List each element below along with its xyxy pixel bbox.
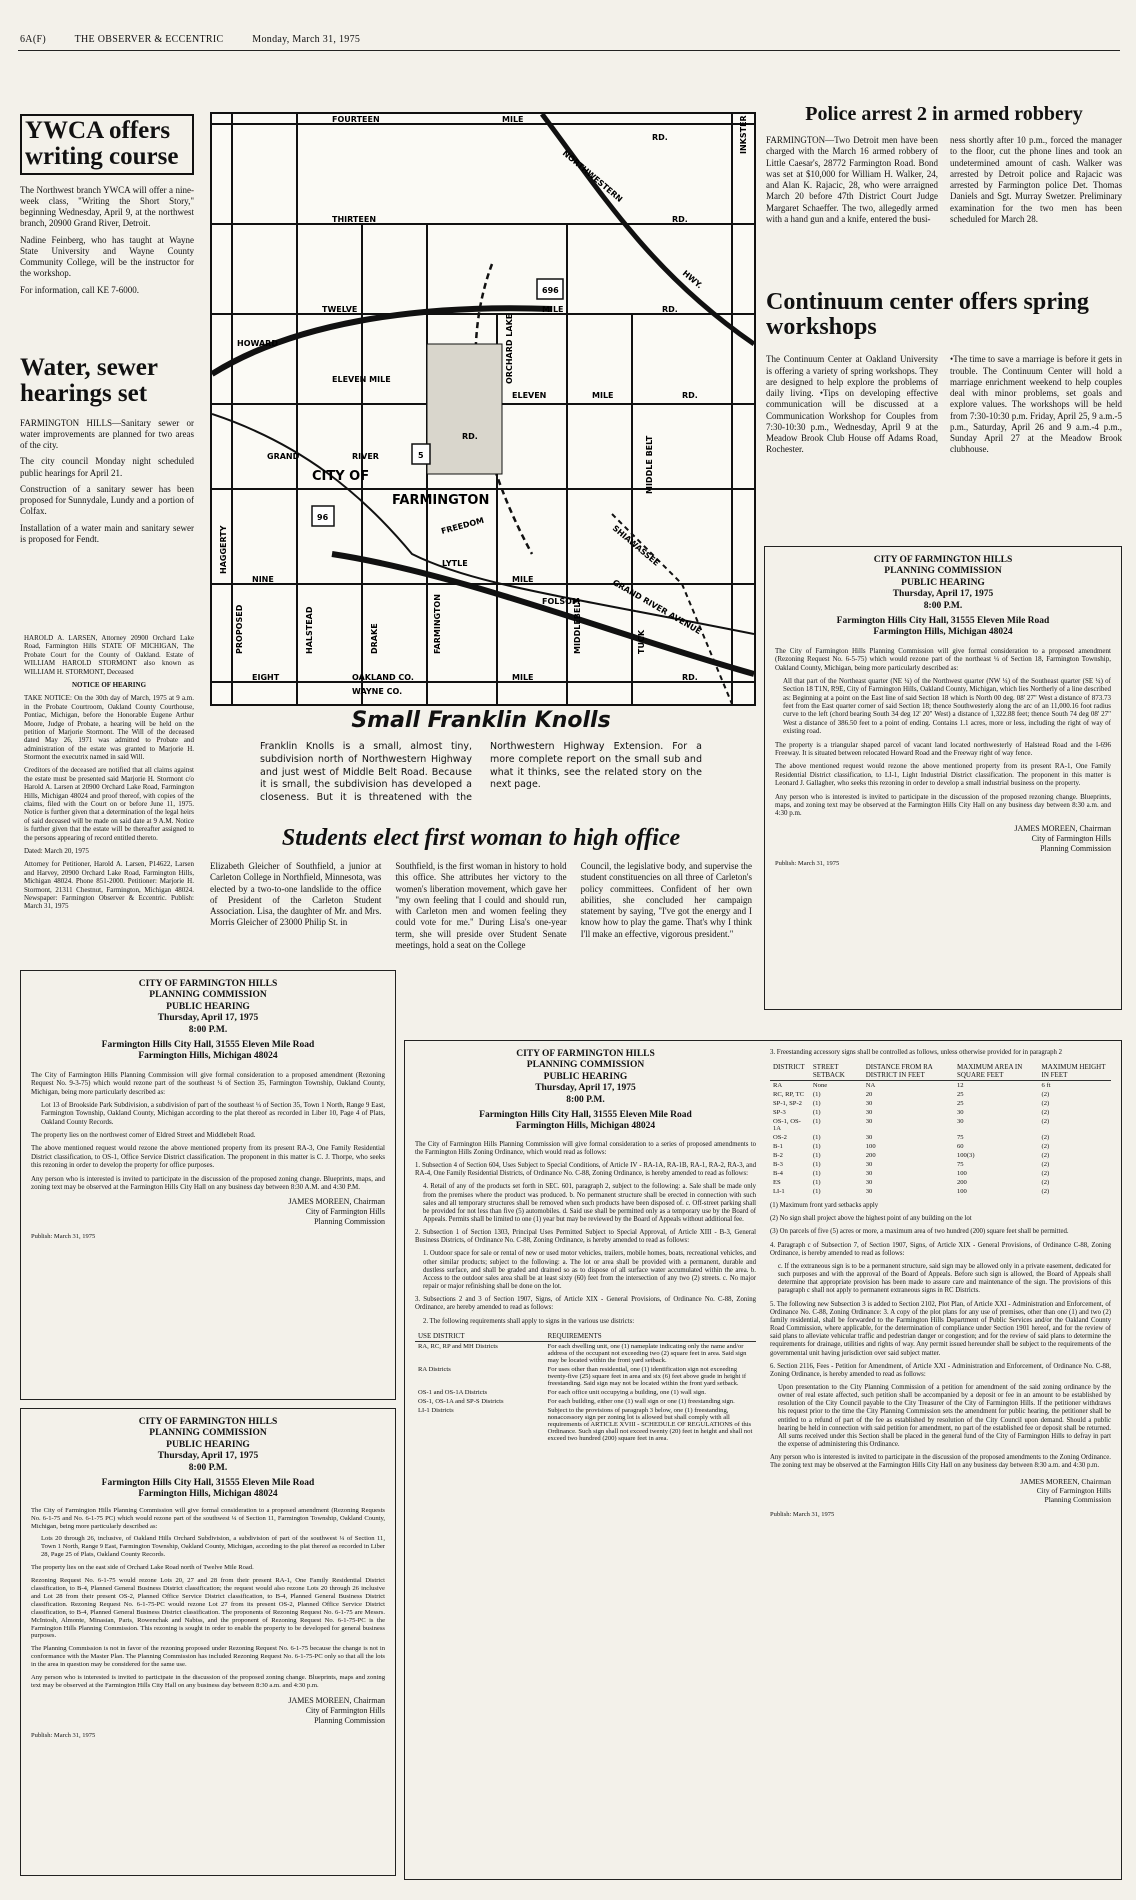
table-cell: 100(3) [956,1152,975,1160]
map-label-18: NINE [252,575,274,584]
table-row [770,1117,1111,1133]
sign-requirements-table [415,1331,756,1443]
map-label-24: RD. [682,673,698,682]
notice-left1-l7: Farmington Hills, Michigan 48024 [138,1051,278,1062]
table-cell: 30 [956,1109,964,1117]
fs-footnote-3: (3) On parcels of five (5) acres or more, a maximum area of two hundred (200) square feet shall be permitted. [770,1228,1069,1236]
notice-right-p1: The City of Farmington Hills Planning Commission will give formal consideration to a proposed amendment (Rezoning Request No. 6-5-75) which would rezone part of the northeast ¼ of Section 18, Farmington Township, Oakland County, Michigan, being more particularly described as: [775,646,1111,672]
notice-big-p2: 1. Subsection 4 of Section 604, Uses Subject to Special Conditions, of Article IV - RA-1A, RA-1B, RA-1, RA-2, RA-3, and RA-4, One Family Residential Districts, of Ordinance No. C-88, Zoning Ordinance, is hereby amended to read as follows: [415,1162,756,1178]
water-p2: The city council Monday night scheduled public hearings for April 21. [20,456,194,478]
ywca-p3: For information, call KE 7-6000. [20,284,139,295]
probate-p1: HAROLD A. LARSEN, Attorney 20900 Orchard Lake Road, Farmington Hills STATE OF MICHIGAN, The Probate Court for the County of Oakland. Estate of WILLIAM HAROLD STORMONT also known as WILLIAM H. STORMONT, Deceased [24,634,194,676]
map-label-19: MILE [512,575,534,584]
table-cell: 20 [865,1091,873,1099]
table-cell: 200 [865,1152,876,1160]
notice-table-p3: 5. The following new Subsection 3 is added to Section 2102, Plot Plan, of Article XXI - Administration and Enforcement, of Ordinance No. C-88, Zoning Ordinance: 3. A copy of the plot plans for any use of premises, other than one (1) and two (2) family residential, shall be forwarded to the Farmington Hills Department of Public Services and/or the Oakland County Road Commission, where applicable, for the determination of compliance under Section 1901 hereof, and for the review of said plans to alleviate vehicular traffic and pedestrian danger or congestion; and for the review of said plans to determine the requirements for drainage, utilities and rights of way. Any permit issued hereunder shall be subject to the requirements of the governmental unit having jurisdiction over said subject matter. [770,1300,1111,1357]
fs-th-distance: DISTANCE FROM RA DISTRICT IN FEET [863,1062,954,1081]
notice-left1-l1: CITY OF FARMINGTON HILLS [138,979,278,989]
notice-big-l6: Farmington Hills City Hall, 31555 Eleven Mile Road [479,1109,692,1120]
map-label-33: ORCHARD LAKE [505,313,514,384]
notice-left1-sig3: Planning Commission [314,1217,385,1227]
probate-dated: Dated: March 20, 1975 [24,846,89,855]
notice-left1-l5: 8:00 P.M. [188,1024,228,1035]
route-96: 96 [317,513,329,522]
table-cell: B-4 [773,1170,783,1178]
fs-th-district: DISTRICT [770,1062,810,1081]
sign-th-district: USE DISTRICT [415,1331,545,1342]
table-cell: (2) [1041,1143,1050,1151]
sign-requirement: Subject to the provisions of paragraph 3 below, one (1) freestanding, nonaccessory sign per zoning lot is allowed but shall comply with all requirements of ARTICLE XVIII - SCHEDULE OF REGULATIONS of this Ordinance. Such sign shall not exceed twenty (20) feet in height and shall not exceed two hundred (200) square feet in area. [547,1406,753,1442]
notice-big-l1: CITY OF FARMINGTON HILLS [516,1049,655,1059]
zoning-col-right [770,1049,1111,1871]
sign-district: RA, RC, RP and MH Districts [418,1342,498,1350]
notice-right-sig2: City of Farmington Hills [1031,833,1111,843]
table-cell: 30 [865,1170,873,1178]
table-row [770,1142,1111,1151]
route-5: 5 [418,451,424,460]
notice-big-p3: 4. Retail of any of the products set forth in SEC. 601, paragraph 2, subject to the following: a. Sale shall be made only from the premises where the product was produced. b. No permanent structure shall be erected in connection with such sales and all temporary structures shall be removed when such products have been disposed of. c. Off-street parking shall be provided for not less than five (5) automobiles. d. Said use shall be permitted only as a temporary use by the Board of Appeals. Permits shall be limited to one (1) year but may be reviewed by the Board of Appeals without additional fee. [423,1183,756,1223]
notice-right-l7: Farmington Hills, Michigan 48024 [873,627,1013,638]
map-label-22: WAYNE CO. [352,687,403,696]
table-cell: 75 [956,1161,964,1169]
table-cell: 30 [865,1134,873,1142]
map-label-14: RIVER [352,452,379,461]
map-label-21: OAKLAND CO. [352,673,414,682]
notice-left1-l6: Farmington Hills City Hall, 31555 Eleven Mile Road [101,1039,315,1050]
water-p3: Construction of a sanitary sewer has been proposed for Sunnydale, Lundy and a portion of Colfax. [20,483,194,517]
paper-name: THE OBSERVER & ECCENTRIC [74,34,224,45]
table-row [770,1081,1111,1091]
notice-left2-publish: Publish: March 31, 1975 [31,1731,96,1739]
table-cell: (2) [1041,1091,1050,1099]
map-label-5: TWELVE [322,305,358,314]
water-headline: Water, sewer hearings set [20,354,158,408]
table-cell: 75 [956,1134,964,1142]
table-cell: (2) [1041,1109,1050,1117]
table-cell: 200 [956,1179,967,1187]
table-cell: (1) [812,1109,821,1117]
table-cell: 30 [865,1188,873,1196]
map-caption-title: Small Franklin Knolls [351,708,611,733]
sign-th-requirements: REQUIREMENTS [545,1331,756,1342]
probate-notice [20,630,198,960]
table-cell: 30 [956,1118,964,1126]
notice-left2-p4: Rezoning Request No. 6-1-75 would rezone Lots 20, 27 and 28 from their present RA-1, One Family Residential District classification, to B-4, Planned General Business District classification; the request would also rezone Lots 20 through 26 inclusive and Lot 28 from their present OS-2, Planned Office Service District classification, to B-4, Planned General Business District classification. Rezoning Request No. 6-1-75-PC would rezone Lot 27 from its present OS-2, Planned Office Service District classification, to B-4, Planned General Business District classification. The proponents of Rezoning Request No. 6-1-75 are Messrs. McIntosh, Almonte, Minasian, Paris, Rowenchak and Nabiss, and the proponent of Rezoning Request No. 6-1-75-PC is the Farmington Hills Planning Commission. This rezoning is sought in order to enable the property to be developed for general business purposes. [31,1577,385,1640]
notice-right-sig3: Planning Commission [1040,843,1111,853]
table-cell: 30 [865,1161,873,1169]
map-label-16: CITY OF [312,469,370,484]
table-row [770,1151,1111,1160]
table-cell: B-3 [773,1161,783,1169]
table-cell: (2) [1041,1118,1050,1126]
notice-left1-l4: Thursday, April 17, 1975 [157,1013,259,1024]
masthead-rule [18,50,1120,51]
table-cell: (1) [812,1179,821,1187]
notice-left1 [20,970,396,1400]
notice-left2-l4: Thursday, April 17, 1975 [157,1451,259,1462]
map-label-0: FOURTEEN [332,115,380,124]
table-row [415,1397,756,1406]
notice-big-sig1: JAMES MOREEN, Chairman [1020,1476,1111,1486]
water-p4: Installation of a water main and sanitary sewer is proposed for Fendt. [20,522,194,544]
map-label-3: THIRTEEN [332,215,377,224]
students-col1: Elizabeth Gleicher of Southfield, a junior at Carleton College in Northfield, Minnesota, was elected by a two-to-one landslide to the office of President of the Carleton Student Association. Lisa, the daughter of Mr. and Mrs. Morris Gleicher of 23000 Philip St. in [210,861,382,928]
notice-big-l4: Thursday, April 17, 1975 [535,1083,636,1094]
police-headline: Police arrest 2 in armed robbery [805,103,1083,125]
table-row [770,1099,1111,1108]
police-article [766,104,1122,225]
page-number: 6A(F) [20,34,46,45]
police-col1: FARMINGTON—Two Detroit men have been charged with the March 16 armed robbery of Little Caesar's, 28772 Farmington Road. Bond was set at $10,000 for William H. Walker, 24, and Alan K. Rajacic, 28, who were arraigned March 20 before 47th District Court Judge Margaret Schaeffer. The two, allegedly armed with a hand gun and a knife, entered the busi- [766,135,938,224]
table-cell: 30 [865,1118,873,1126]
table-cell: (1) [812,1170,821,1178]
table-row [770,1178,1111,1187]
table-row [415,1341,756,1365]
table-cell: 100 [956,1170,967,1178]
notice-right-p5: Any person who is interested is invited to participate in the discussion of the proposed rezoning change. Blueprints, maps, and zoning text may be observed at the Farmington Hills City Hall on any business day between 8:30 a.m. and 4:30 p.m. [775,792,1111,818]
table-cell: 6 ft [1041,1082,1051,1090]
map-label-20: EIGHT [252,673,280,682]
table-cell: SP-1, SP-2 [773,1100,802,1108]
notice-left2 [20,1408,396,1876]
table-cell: OS-2 [773,1134,787,1142]
table-cell: None [812,1082,828,1090]
probate-p4: Attorney for Petitioner, Harold A. Larsen, P14622, Larsen and Harvey, 20900 Orchard Lake Road, Farmington Hills, Michigan 48024. Phone 851-2000. Petitioner: Marjorie H. Stormont, 21311 Chestnut, Farmington, Michigan 48024. Newspaper: Farmington Observer & Eccentric. Publish: March 31, 1975 [24,860,194,911]
map-label-8: HOWARD [237,339,278,348]
notice-big-p6: 3. Subsections 2 and 3 of Section 1907, Signs, of Article XIX - General Provisions, of Ordinance No. C-88, Zoning Ordinance, are hereby amended to read as follows: [415,1296,756,1312]
continuum-article [766,290,1122,456]
notice-left1-sig2: City of Farmington Hills [305,1207,385,1217]
table-cell: NA [865,1082,876,1090]
map-svg [212,114,754,704]
notice-table-p6: Any person who is interested is invited to participate in the discussion of the proposed amendments to the Zoning Ordinance. The zoning text may be observed at the Farmington Hills City Hall on any business day between 8:30 a.m. and 4:30 p.m. [770,1454,1111,1470]
franklin-knolls-map [210,112,756,706]
sign-district: OS-1 and OS-1A Districts [418,1388,488,1396]
students-col3: Council, the legislative body, and supervise the student constituencies on all three of Carleton's policy committees. Confident of her own abilities, she concluded her campaign statement by saying, "I've got the energy and I know how to play the game. That's why I think I'll make an effective, vigorous president." [580,861,752,939]
table-cell: RA [773,1082,783,1090]
table-cell: 30 [865,1100,873,1108]
fs-th-setback: STREET SETBACK [810,1062,863,1081]
probate-p2: TAKE NOTICE: On the 30th day of March, 1975 at 9 a.m. in the Probate Courtroom, Oakland County Courthouse, Pontiac, Michigan, before the Honorable Eugene Arthur Moore, Judge of Probate, a hearing will be held on the petition of Marjorie Stormont. The Will of the deceased dated May 26, 1971 was admitted to Probate and administration of the estate was granted to Marjorie H. Stormont the executrix named in said Will. [24,694,194,762]
table-cell: (2) [1041,1161,1050,1169]
table-cell: (2) [1041,1170,1050,1178]
notice-left2-l2: PLANNING COMMISSION [149,1428,267,1439]
map-label-11: MILE [592,391,614,400]
notice-left1-publish: Publish: March 31, 1975 [31,1233,96,1241]
continuum-col1: The Continuum Center at Oakland University is offering a variety of spring workshops. They are designed to help explore the problems of daily living. •Tips on developing effective communication will be discussed at a Communication Workshop for Couples from 7:30-10:30 p.m., Wednesday, April 9 at the Meadow Brook Club House off Adams Road, Rochester. [766,354,938,455]
map-label-9: ELEVEN MILE [332,375,391,384]
notice-left1-p4: The above mentioned request would rezone the above mentioned property from its present RA-3, One Family Residential District classification, to OS-1, Office Service District classification. The proponent in this matter is C. J. Thorpe, who seeks this rezoning in order to develop the property for office purposes. [31,1144,385,1170]
table-row [770,1133,1111,1142]
map-label-15: RD. [462,432,478,441]
notice-table-p2: c. If the extraneous sign is to be a permanent structure, said sign may be allowed only in a private easement, dedicated for such purposes and with the approval of the Board of Appeals. Before such sign is allowed, the Board of Appeals shall determine that appropriate provision has been made to assure care and maintenance of the sign. The provisions of this paragraph c shall not apply to permanent extraneous signs in RC Districts. [778,1262,1111,1295]
map-caption [210,708,752,805]
table-cell: (2) [1041,1152,1050,1160]
notice-table-p1: 4. Paragraph c of Subsection 7, of Section 1907, Signs, of Article XIX - General Provisions, of Ordinance C-88, Zoning Ordinance, is hereby amended to read as follows: [770,1241,1111,1257]
table-cell: 100 [956,1188,967,1196]
issue-date: Monday, March 31, 1975 [252,34,361,45]
notice-right-publish: Publish: March 31, 1975 [775,859,840,867]
continuum-headline: Continuum center offers spring workshops [766,289,1089,341]
notice-big-l5: 8:00 P.M. [566,1094,605,1105]
table-cell: (1) [812,1118,821,1126]
notice-left2-p6: Any person who is interested is invited to participate in the discussion of the proposed zoning change. Blueprints, maps and zoning text may be observed at the Farmington Hills City Hall on any business day between 8:30 a.m. and 4:30 p.m. [31,1674,385,1689]
map-label-26: HWY. [680,268,705,291]
table-cell: B-2 [773,1152,783,1160]
notice-big-p7: 2. The following requirements shall apply to signs in the various use districts: [423,1317,635,1325]
notice-left2-p3: The property lies on the east side of Orchard Lake Road north of Twelve Mile Road. [31,1564,254,1572]
notice-left1-l3: PUBLIC HEARING [166,1001,250,1012]
table-cell: (2) [1041,1134,1050,1142]
table-cell: (2) [1041,1100,1050,1108]
table-cell: 25 [956,1091,964,1099]
table-row [770,1108,1111,1117]
table-cell: 30 [865,1179,873,1187]
route-696: 696 [542,286,559,295]
freestanding-sign-table [770,1062,1111,1196]
continuum-col2: •The time to save a marriage is before it gets in trouble. The Continuum Center will hold a marriage enrichment weekend to help couples deal with minor problems, set goals and explore values. The workshops will be held from 7:30-10:30 p.m. Friday, April 25, 9 a.m.-5 p.m., Saturday, April 26 and 9 a.m.-4 p.m., Sunday April 27 at the Meadow Brook clubhouse. [950,354,1122,455]
notice-right [764,546,1122,1010]
students-col2: Southfield, is the first woman in history to hold this office. She attributes her victory to the women's liberation movement, which gave her "my own feeling that I could and should run, with Carleton men and women feeling they could vote for me." During Lisa's one-year term, she will preside over Student Senate meetings, hold a seat on the College [395,861,567,950]
zoning-col-left [415,1049,756,1871]
notice-right-l3: PUBLIC HEARING [901,577,985,588]
map-label-36: GRAND RIVER AVENUE [611,577,703,637]
table-cell: LI-1 [773,1188,785,1196]
map-label-35: TUCK [637,629,646,654]
notice-right-l6: Farmington Hills City Hall, 31555 Eleven Mile Road [836,615,1050,626]
map-label-27: INKSTER [739,115,748,154]
notice-big-l2: PLANNING COMMISSION [526,1060,645,1071]
map-label-23: MILE [512,673,534,682]
map-label-34: MIDDLEBELT [573,598,582,654]
table-row [415,1365,756,1388]
table-cell: (1) [812,1134,821,1142]
notice-big-p5: 1. Outdoor space for sale or rental of new or used motor vehicles, trailers, mobile homes, boats, recreational vehicles, and other similar products; subject to the following: a. The lot or area shall be provided with a permanent, durable and dustless surface, and shall be graded and drained so as to dispose of all surface water accumulated within the area. b. Access to the outdoor sales area shall be at least sixty (60) feet from the intersection of any two (2) streets. c. No major repair or major refinishing shall be done on the lot. [423,1250,756,1291]
notice-right-sig1: JAMES MOREEN, Chairman [1014,823,1111,833]
table-cell: (2) [1041,1188,1050,1196]
table-row [770,1187,1111,1196]
students-article [210,826,752,951]
notice-left1-sig1: JAMES MOREEN, Chairman [288,1197,385,1207]
table-cell: (1) [812,1091,821,1099]
table-cell: (1) [812,1152,821,1160]
table-row [415,1406,756,1443]
table-row [770,1169,1111,1178]
table-cell: (2) [1041,1179,1050,1187]
table-cell: (1) [812,1161,821,1169]
map-label-12: RD. [682,391,698,400]
notice-right-p4: The above mentioned request would rezone the above mentioned property from its present RA-1, One Family Residential District classification, to LI-1, Light Industrial District classification. The proponent in this matter is Leonard J. Gallagher, who seeks this rezoning in order to develop a small industrial business on the property. [775,762,1111,788]
table-cell: 30 [865,1109,873,1117]
notice-big-p4: 2. Subsection 1 of Section 1303, Principal Uses Permitted Subject to Special Approval, of Article XIII - B-3, General Business Districts, of Ordinance No. C-88, Zoning Ordinance, is hereby amended to read as follows: [415,1229,756,1245]
notice-left1-l2: PLANNING COMMISSION [149,990,267,1001]
fs-th-height: MAXIMUM HEIGHT IN FEET [1039,1062,1111,1081]
map-label-39: FOLSOM [542,597,580,606]
ywca-p2: Nadine Feinberg, who has taught at Wayne State University and Wayne County Community College, will be the instructor for the workshop. [20,234,194,279]
map-label-38: SHIAWASSEE [610,523,661,568]
notice-left1-p5: Any person who is interested is invited to participate in the discussion of the proposed zoning change. Blueprints, maps, and zoning text may be observed at the Farmington Hills City Hall on any business day between 8:30 A.M. and 4:30 P.M. [31,1174,385,1192]
masthead [20,34,386,45]
map-label-6: MILE [542,305,564,314]
map-label-32: FARMINGTON [433,594,442,654]
notice-right-l2: PLANNING COMMISSION [884,566,1002,577]
notice-big-l3: PUBLIC HEARING [543,1071,628,1082]
fs-th-area: MAXIMUM AREA IN SQUARE FEET [954,1062,1039,1081]
map-caption-text: Franklin Knolls is a small, almost tiny, subdivision north of Northwestern Highway and just west of Middle Belt Road. Because it is small, the subdivision has developed a closeness. But it is threatened with the Northwestern Highway Extension. For a more complete report on the small sub and what it thinks, see the related story on the next page. [260,741,702,804]
notice-left2-p5: The Planning Commission is not in favor of the rezoning proposed under Rezoning Request No. 6-1-75 because the change is not in conformance with the Master Plan. The Planning Commission has included Rezoning Request No. 6-1-75-PC only so that all the lots in the area in question may be considered for the same use. [31,1645,385,1669]
map-label-31: DRAKE [370,623,379,654]
table-cell: (1) [812,1100,821,1108]
notice-left1-p1: The City of Farmington Hills Planning Commission will give formal consideration to a proposed amendment (Rezoning Request No. 9-3-75) which would rezone part of the southeast ¼ of Section 35, Farmington Township, Oakland County, Michigan, being more particularly described as: [31,1070,385,1096]
table-cell: SP-3 [773,1109,786,1117]
notice-right-p3: The property is a triangular shaped parcel of vacant land located northwesterly of Halstead Road and the I-696 Freeway. It is situated between relocated Howard Road and the Freeway right of way fence. [775,740,1111,758]
table-cell: 60 [956,1143,964,1151]
table-row [770,1090,1111,1099]
map-label-41: LYTLE [442,559,468,568]
notice-left2-sig2: City of Farmington Hills [305,1705,385,1715]
map-label-25: NORTHWESTERN [560,148,625,204]
notice-big-publish: Publish: March 31, 1975 [770,1510,835,1518]
map-label-7: RD. [662,305,678,314]
map-label-37: FREEDOM [440,515,485,536]
fs-footnote-1: (1) Maximum front yard setbacks apply [770,1202,879,1210]
notice-big-l7: Farmington Hills, Michigan 48024 [515,1121,656,1132]
map-label-17: FARMINGTON [392,493,490,508]
table-row [415,1388,756,1397]
sign-district: RA Districts [418,1365,451,1373]
notice-left2-p2: Lots 20 through 26, inclusive, of Oakland Hills Orchard Subdivision, a subdivision of part of the southwest ¼ of Section 11, Town 1 North, Range 9 East, Farmington Township, Oakland County, Michigan, according to the plat thereof as recorded in Liber 28, Page 25 of Plats, Oakland County Records. [41,1535,385,1559]
table-cell: ES [773,1179,781,1187]
notice-left2-l3: PUBLIC HEARING [166,1439,250,1450]
notice-left2-sig1: JAMES MOREEN, Chairman [288,1695,385,1705]
sign-requirement: For uses other than residential, one (1) identification sign not exceeding twenty-five (25) square feet in area and six (6) feet above grade in height if freestanding. Said sign may not be located within the front yard setback. [547,1365,747,1387]
table-cell: (1) [812,1188,821,1196]
police-col2: ness shortly after 10 p.m., forced the manager to the floor, cut the phone lines and took an undetermined amount of cash. Walker was arrested by Detroit police and Rajacic was arrested by Farmington police Det. Thomas Daniels and Sgt. Murray Swetzer. Preliminary examination for the two men has been scheduled for March 28. [950,135,1122,224]
table-cell: 12 [956,1082,964,1090]
notice-left2-l1: CITY OF FARMINGTON HILLS [138,1417,278,1427]
water-p1: FARMINGTON HILLS—Sanitary sewer or water improvements are planned for two areas of the city. [20,417,194,450]
sign-requirement: For each building, either one (1) wall sign or one (1) freestanding sign. [547,1397,735,1405]
notice-table-p5: Upon presentation to the City Planning Commission of a petition for amendment of the said zoning ordinance by the owner of real estate affected, such petition shall be accompanied by a deposit or fee in an amount to be established by resolution of the City Council payable to the City Treasurer of the City of Farmington Hills. If the petitioner withdraws his request prior to the time the City Planning Commission sets the amendment for public hearing, the petitioner shall be entitled to a refund of part of the fee as established by resolution of the City Council upon demand. Should a public hearing be held in connection with said petition for amendment, no part of the established fee or deposit shall be returned. All sums received under this Section shall be placed in the general fund of the City of Farmington Hills to defray in part the expense of administering this Ordinance. [778,1383,1111,1449]
ywca-article [20,114,194,301]
map-label-13: GRAND [267,452,300,461]
table-cell: OS-1, OS-1A [773,1118,801,1133]
map-label-4: RD. [672,215,688,224]
notice-left2-l6: Farmington Hills City Hall, 31555 Eleven Mile Road [101,1477,315,1488]
notice-left2-l7: Farmington Hills, Michigan 48024 [138,1489,278,1500]
notice-left1-p3: The property lies on the northwest corner of Eldred Street and Middlebelt Road. [31,1131,256,1140]
map-label-29: PROPOSED [235,604,244,654]
notice-right-p2: All that part of the Northeast quarter (NE ¼) of the Northwest quarter (NW ¼) of the Southeast quarter (SE ¼) of Section 18 T1N, R9E, City of Farmington Hills, Oakland County, Michigan, which lies Northerly of a line described as: Beginning at a point on the East line of said Section 18 which is North 00 deg. 08' 27" West a distance of 873.73 feet from the East quarter corner of said Section 18; thence Southwesterly along the arc of an 11,000.16 foot radius curve to the left (chord bearing South 34 deg 12' 20" West) a distance of 1,322.88 feet; thence South 74 deg 08' 27" West a distance of 386.50 feet to a point of ending. Contains 1.1 acres, more or less, including the right of way of existing road. [783,676,1111,736]
notice-table-intro: 3. Freestanding accessory signs shall be controlled as follows, unless otherwise provided for in paragraph 2 [770,1049,1063,1056]
notice-big-sig2: City of Farmington Hills [1036,1485,1111,1495]
ywca-headline: YWCA offers writing course [20,114,194,175]
sign-requirement: For each office unit occupying a building, one (1) wall sign. [547,1388,707,1396]
table-cell: 25 [956,1100,964,1108]
map-label-10: ELEVEN [512,391,547,400]
notice-right-l4: Thursday, April 17, 1975 [892,589,994,600]
table-cell: B-1 [773,1143,783,1151]
notice-zoning-ordinance [404,1040,1122,1880]
ywca-p1: The Northwest branch YWCA will offer a nine-week class, "Writing the Short Story," beginning Wednesday, April 9, at the northwest branch, 20900 Grand River, Detroit. [20,184,194,229]
table-cell: RC, RP, TC [773,1091,805,1099]
probate-title: NOTICE OF HEARING [71,680,147,689]
sign-district: OS-1, OS-1A and SP-S Districts [418,1397,504,1405]
notice-big-sig3: Planning Commission [1044,1495,1111,1505]
notice-left2-sig3: Planning Commission [314,1715,385,1725]
notice-right-l1: CITY OF FARMINGTON HILLS [873,555,1013,565]
notice-left2-l5: 8:00 P.M. [188,1462,228,1473]
map-label-30: HALSTEAD [305,606,314,654]
notice-right-l5: 8:00 P.M. [923,600,963,611]
water-article [20,355,194,550]
map-label-40: MIDDLE BELT [645,435,654,494]
fs-footnote-2: (2) No sign shall project above the highest point of any building on the lot [770,1215,972,1223]
probate-p3: Creditors of the deceased are notified that all claims against the estate must be presented said Marjorie H. Stormont c/o Harold A. Larsen at 20900 Orchard Lake Road, Farmington Hills, Michigan 48024 and proof thereof, with copies of the claims, filed with the Court on or before June 11, 1975. Notice is further given that a determination of the legal heirs of said deceased will be made on said date at 9 A.M. Notice is further given that the estate will be thereafter assigned to the persons appearing of record entitled thereto. [24,766,194,842]
map-label-28: HAGGERTY [219,525,228,574]
sign-requirement: For each dwelling unit, one (1) nameplate indicating only the name and/or address of the occupant not exceeding two (2) square feet in area. Said sign may be located within the front yard setback. [547,1342,747,1364]
map-label-1: MILE [502,115,524,124]
sign-district: LI-1 Districts [418,1406,454,1414]
table-cell: (1) [812,1143,821,1151]
notice-big-p1: The City of Farmington Hills Planning Commission will give formal consideration to a series of proposed amendments to the Farmington Hills Zoning Ordinance, which would read as follows: [415,1140,756,1156]
table-cell: 100 [865,1143,876,1151]
notice-left1-p2: Lot 13 of Brookside Park Subdivision, a subdivision of part of the southeast ¼ of Section 35, Town 1 North, Range 9 East, Farmington Township, Oakland County, Michigan according to the plat thereof as recorded in Liber 10, Page 4 of Plats, Oakland County Records. [41,1100,385,1126]
map-label-2: RD. [652,133,668,142]
table-row [770,1160,1111,1169]
notice-left2-p1: The City of Farmington Hills Planning Commission will give formal consideration to a proposed amendment (Rezoning Requests No. 6-1-75 and No. 6-1-75 PC) which would rezone part of the southwest ¼ of Section 11, Farmington Township, Oakland County, Michigan, being more particularly described as: [31,1506,385,1530]
notice-table-p4: 6. Section 2116, Fees - Petition for Amendment, of Article XXI - Administration and Enforcement, of Ordinance No. C-88, Zoning Ordinance, is hereby amended to read as follows: [770,1362,1111,1378]
students-headline: Students elect first woman to high office [281,825,681,851]
